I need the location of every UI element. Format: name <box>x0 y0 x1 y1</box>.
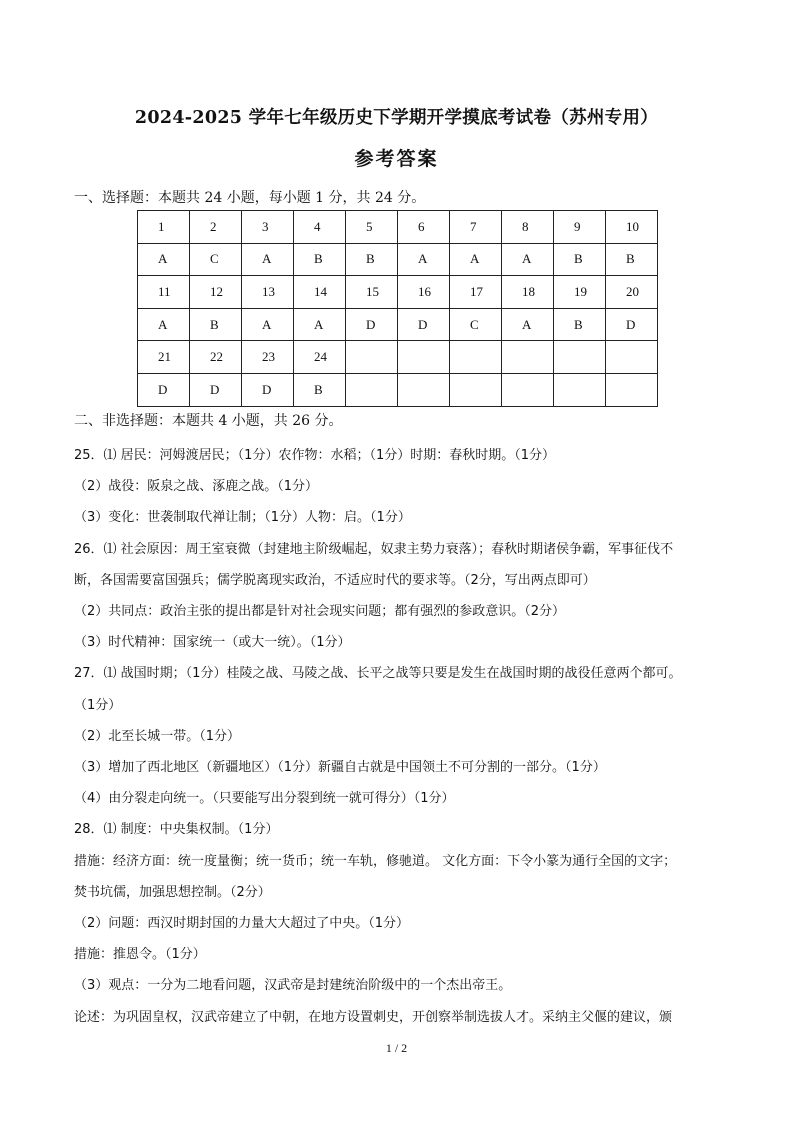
table-cell: 6 <box>398 211 450 244</box>
table-cell: 21 <box>138 341 190 374</box>
table-cell <box>398 341 450 374</box>
table-cell: A <box>450 243 502 276</box>
table-cell: 18 <box>502 276 554 309</box>
answer-line: 措施：经济方面：统一度量衡；统一货币；统一车轨，修驰道。 文化方面：下令小篆为通行全国的文字； <box>74 853 677 869</box>
table-cell <box>450 341 502 374</box>
table-cell <box>502 341 554 374</box>
answer-line: （3）变化：世袭制取代禅让制；（1分）人物：启。（1分） <box>74 510 411 526</box>
answer-line: （1分） <box>74 697 122 713</box>
answer-line: （2）北至长城一带。（1分） <box>74 728 241 744</box>
table-cell: D <box>398 308 450 341</box>
answer-line: （3）时代精神：国家统一（或大一统）。（1分） <box>74 635 351 651</box>
answer-line: 措施：推恩令。（1分） <box>74 947 206 963</box>
table-cell: D <box>346 308 398 341</box>
answer-line: （3）增加了西北地区（新疆地区）（1分）新疆自古就是中国领土不可分割的一部分。（1分） <box>74 760 606 776</box>
table-cell: B <box>294 243 346 276</box>
table-cell: C <box>450 308 502 341</box>
table-row <box>138 308 658 341</box>
table-row <box>138 276 658 309</box>
table-cell: D <box>138 373 190 406</box>
answer-line: 28．⑴ 制度：中央集权制。（1分） <box>74 822 279 838</box>
table-cell: A <box>138 243 190 276</box>
table-cell: A <box>294 308 346 341</box>
table-cell <box>606 341 658 374</box>
table-cell: 15 <box>346 276 398 309</box>
table-cell <box>398 373 450 406</box>
table-cell: A <box>242 308 294 341</box>
page-title: 2024-2025 学年七年级历史下学期开学摸底考试卷（苏州专用） <box>134 108 659 128</box>
table-cell: 7 <box>450 211 502 244</box>
answer-line: 论述：为巩固皇权，汉武帝建立了中朝，在地方设置刺史，开创察举制选拔人才。采纳主父偃的建议，颁 <box>74 1009 673 1025</box>
table-cell: B <box>554 243 606 276</box>
answer-table <box>137 210 658 407</box>
table-cell: 10 <box>606 211 658 244</box>
answer-line: 26．⑴ 社会原因：周王室衰微（封建地主阶级崛起，奴隶主势力衰落）；春秋时期诸侯争霸，军事征伐不 <box>74 541 674 557</box>
table-row <box>138 211 658 244</box>
table-cell: B <box>190 308 242 341</box>
table-cell <box>346 373 398 406</box>
table-cell: 22 <box>190 341 242 374</box>
table-cell: 16 <box>398 276 450 309</box>
page-subtitle: 参考答案 <box>354 148 439 170</box>
table-cell: B <box>606 243 658 276</box>
table-cell <box>554 341 606 374</box>
table-cell: A <box>398 243 450 276</box>
table-cell: 19 <box>554 276 606 309</box>
answer-line: （2）问题：西汉时期封国的力量大大超过了中央。（1分） <box>74 916 410 932</box>
section-heading-nonchoice: 二、非选择题：本题共 4 小题，共 26 分。 <box>74 413 343 429</box>
table-cell: B <box>554 308 606 341</box>
table-cell: 3 <box>242 211 294 244</box>
table-cell: 9 <box>554 211 606 244</box>
table-cell: 2 <box>190 211 242 244</box>
answer-line: （3）观点：一分为二地看问题，汉武帝是封建统治阶级中的一个杰出帝王。 <box>74 978 512 994</box>
table-cell: 14 <box>294 276 346 309</box>
answer-line: 断，各国需要富国强兵；儒学脱离现实政治，不适应时代的要求等。（2分，写出两点即可） <box>74 572 596 588</box>
table-cell: C <box>190 243 242 276</box>
table-cell: A <box>138 308 190 341</box>
table-cell <box>346 341 398 374</box>
table-cell: 4 <box>294 211 346 244</box>
page-number: 1 / 2 <box>385 1041 408 1055</box>
answer-line: 27．⑴ 战国时期；（1分）桂陵之战、马陵之战、长平之战等只要是发生在战国时期的战役任意两个都可。 <box>74 666 682 682</box>
table-cell: 8 <box>502 211 554 244</box>
table-cell: 20 <box>606 276 658 309</box>
table-cell: 11 <box>138 276 190 309</box>
answer-line: （2）战役：阪泉之战、涿鹿之战。（1分） <box>74 479 319 495</box>
table-cell: D <box>190 373 242 406</box>
table-cell: D <box>242 373 294 406</box>
table-cell <box>606 373 658 406</box>
table-cell: A <box>502 308 554 341</box>
table-cell <box>502 373 554 406</box>
table-cell: A <box>242 243 294 276</box>
answer-lines <box>74 440 734 1033</box>
table-row <box>138 341 658 374</box>
table-cell <box>450 373 502 406</box>
answer-line: 25．⑴ 居民：河姆渡居民；（1分）农作物：水稻；（1分）时期：春秋时期。（1分） <box>74 448 555 463</box>
table-cell: 24 <box>294 341 346 374</box>
table-row <box>138 373 658 406</box>
table-cell: 1 <box>138 211 190 244</box>
table-cell: B <box>346 243 398 276</box>
table-cell: B <box>294 373 346 406</box>
table-cell: 5 <box>346 211 398 244</box>
table-cell <box>554 373 606 406</box>
table-cell: 17 <box>450 276 502 309</box>
answer-line: （4）由分裂走向统一。（只要能写出分裂到统一就可得分）（1分） <box>74 791 455 807</box>
table-cell: D <box>606 308 658 341</box>
answer-line: （2）共同点：政治主张的提出都是针对社会现实问题；都有强烈的参政意识。（2分） <box>74 604 566 620</box>
section-heading-choice: 一、选择题：本题共 24 小题，每小题 1 分，共 24 分。 <box>74 190 426 206</box>
table-cell: 13 <box>242 276 294 309</box>
table-cell: A <box>502 243 554 276</box>
table-cell: 12 <box>190 276 242 309</box>
table-row <box>138 243 658 276</box>
answer-line: 焚书坑儒，加强思想控制。（2分） <box>74 884 271 900</box>
table-cell: 23 <box>242 341 294 374</box>
